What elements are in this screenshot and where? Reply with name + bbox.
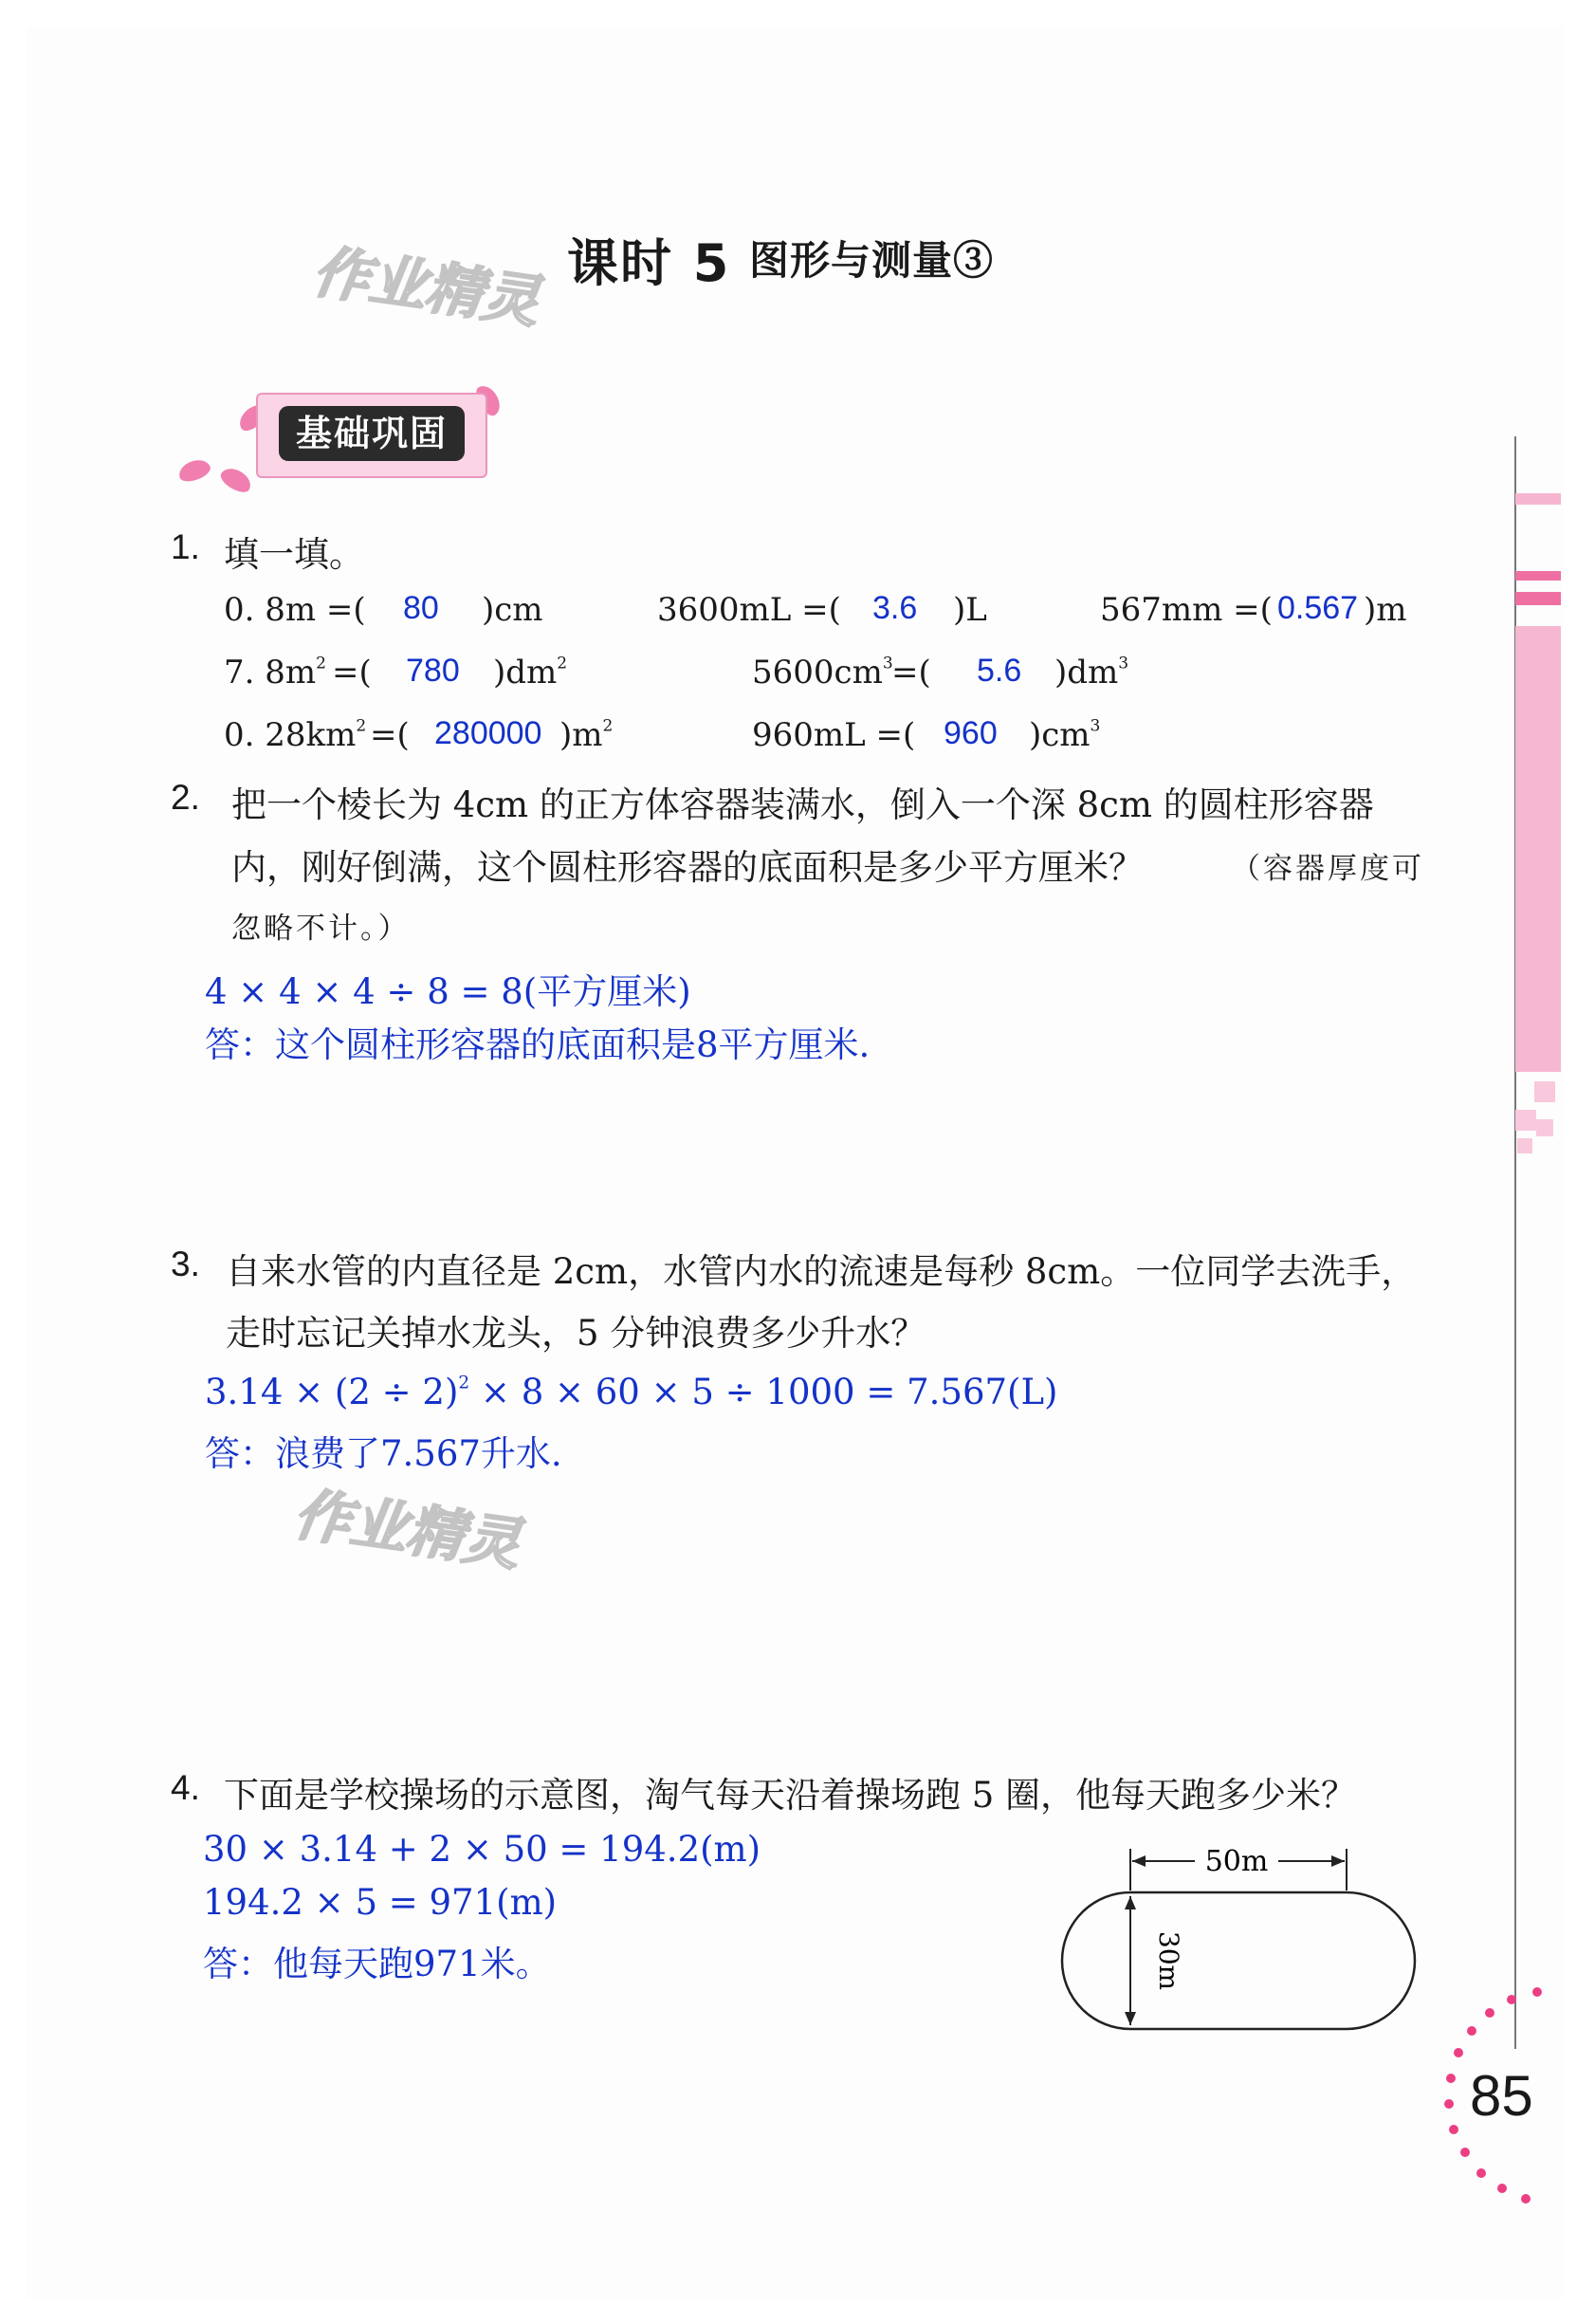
q1-r3-a-right: )m bbox=[559, 716, 603, 754]
q3-calc-b: × 8 × 60 × 5 ÷ 1000 = 7.567(L) bbox=[469, 1372, 1058, 1412]
q3-answer-calc bbox=[205, 1372, 1057, 1412]
q1-r3-b-left: 960mL =( bbox=[752, 716, 916, 754]
dim-width-label: 50m bbox=[1204, 1845, 1269, 1878]
q1-r2-a-text: 7. 8m bbox=[224, 654, 317, 692]
deco-square bbox=[1536, 1119, 1553, 1136]
q1-r3-b-blank: 960 bbox=[944, 715, 998, 751]
deco-dot bbox=[1446, 2074, 1456, 2083]
topic-title: 图形与测量③ bbox=[749, 237, 995, 284]
arrow-right-icon bbox=[1331, 1855, 1345, 1867]
q1-r2-b-blank: 5.6 bbox=[977, 653, 1022, 689]
deco-dot bbox=[1521, 2194, 1531, 2204]
track-outline bbox=[1062, 1892, 1415, 2029]
watermark: 作业精灵 bbox=[308, 238, 544, 337]
section-badge bbox=[256, 393, 487, 478]
q1-r2-a-right: )dm bbox=[493, 654, 558, 692]
q1-r1-a-left: 0. 8m =( bbox=[224, 591, 366, 629]
track-diagram bbox=[1053, 1835, 1432, 2035]
lesson-title: 课时 5 bbox=[567, 233, 731, 293]
q1-r3-a-eq: =( bbox=[370, 716, 410, 754]
q3-line1: 自来水管的内直径是 2cm，水管内水的流速是每秒 8cm。一位同学去洗手， bbox=[226, 1251, 1417, 1292]
q3-line2: 走时忘记关掉水龙头，5 分钟浪费多少升水？ bbox=[226, 1313, 926, 1354]
q4-answer-calc1: 30 × 3.14 + 2 × 50 = 194.2(m) bbox=[203, 1829, 761, 1870]
q1-r2-b-left: 5600cm bbox=[752, 654, 883, 692]
sup-2: 2 bbox=[316, 654, 326, 673]
arrow-up-icon bbox=[1125, 1896, 1136, 1909]
q3-answer-text: 答：浪费了7.567升水. bbox=[205, 1433, 562, 1474]
q1-r2-a-eq: =( bbox=[332, 654, 372, 692]
q1-r1-a-blank: 80 bbox=[403, 590, 439, 626]
q1-r1-b-blank: 3.6 bbox=[872, 590, 918, 626]
arrow-down-icon bbox=[1125, 2012, 1136, 2025]
dim-height-label: 30m bbox=[1153, 1930, 1184, 1991]
deco-stripe bbox=[1515, 592, 1561, 605]
arrow-left-icon bbox=[1132, 1855, 1146, 1867]
q2-line2: 内，刚好倒满，这个圆柱形容器的底面积是多少平方厘米？ bbox=[231, 847, 1144, 888]
q1-number: 1. bbox=[171, 527, 200, 566]
deco-square bbox=[1515, 1110, 1536, 1131]
q3-number: 3. bbox=[171, 1245, 200, 1283]
q2-line3: 忽略不计。） bbox=[231, 912, 411, 946]
q1-r2-b-eq: =( bbox=[891, 654, 931, 692]
q1-r2-b-right: )dm bbox=[1054, 654, 1119, 692]
deco-dot bbox=[1467, 2026, 1476, 2036]
sup-3: 3 bbox=[1090, 716, 1101, 736]
q2-answer-text: 答：这个圆柱形容器的底面积是8平方厘米. bbox=[205, 1024, 871, 1065]
deco-dot bbox=[1485, 2008, 1494, 2018]
q1-r1-b-left: 3600mL =( bbox=[657, 591, 841, 629]
q1-r1-c-left: 567mm =( bbox=[1100, 591, 1273, 629]
q1-r1-c-right: )m bbox=[1364, 591, 1407, 629]
q1-r2-a-left bbox=[224, 654, 326, 692]
q1-r1-b-right: )L bbox=[953, 591, 987, 629]
deco-square bbox=[1517, 1138, 1532, 1153]
page-number: 85 bbox=[1470, 2064, 1533, 2128]
q4-line1: 下面是学校操场的示意图，淘气每天沿着操场跑 5 圈，他每天跑多少米？ bbox=[224, 1775, 1357, 1816]
sup-3: 3 bbox=[882, 654, 893, 673]
q3-calc-sup: 2 bbox=[458, 1373, 470, 1393]
q1-prompt: 填一填。 bbox=[224, 534, 364, 575]
q1-r1-a-right: )cm bbox=[482, 591, 543, 629]
deco-dot bbox=[1532, 1987, 1542, 1997]
q1-r1-c-blank: 0.567 bbox=[1277, 590, 1359, 626]
sup-2: 2 bbox=[602, 716, 614, 736]
sup-3: 3 bbox=[1118, 654, 1129, 673]
watermark: 作业精灵 bbox=[289, 1481, 525, 1579]
deco-stripe bbox=[1515, 571, 1561, 581]
deco-square bbox=[1534, 1081, 1555, 1102]
q2-note: （容器厚度可 bbox=[1231, 852, 1424, 886]
deco-block bbox=[1515, 626, 1561, 1072]
sup-2: 2 bbox=[356, 716, 367, 736]
q3-calc-a: 3.14 × (2 ÷ 2) bbox=[205, 1372, 459, 1412]
sup-2: 2 bbox=[557, 654, 568, 673]
q4-answer-text: 答：他每天跑971米。 bbox=[203, 1944, 551, 1984]
q2-number: 2. bbox=[171, 778, 200, 817]
deco-dot bbox=[1497, 2184, 1507, 2193]
q4-answer-calc2: 194.2 × 5 = 971(m) bbox=[203, 1882, 558, 1923]
q2-line1: 把一个棱长为 4cm 的正方体容器装满水，倒入一个深 8cm 的圆柱形容器 bbox=[231, 784, 1374, 825]
q1-r3-a-blank: 280000 bbox=[434, 715, 542, 751]
q1-r3-b-right: )cm bbox=[1029, 716, 1091, 754]
section-badge-label: 基础巩固 bbox=[279, 406, 465, 461]
q1-r2-a-blank: 780 bbox=[406, 653, 460, 689]
deco-stripe bbox=[1515, 493, 1561, 505]
deco-dot bbox=[1476, 2168, 1486, 2178]
q4-number: 4. bbox=[171, 1768, 200, 1807]
q2-answer-calc: 4 × 4 × 4 ÷ 8 = 8(平方厘米) bbox=[205, 971, 691, 1012]
q1-r3-a-left: 0. 28km bbox=[224, 716, 357, 754]
